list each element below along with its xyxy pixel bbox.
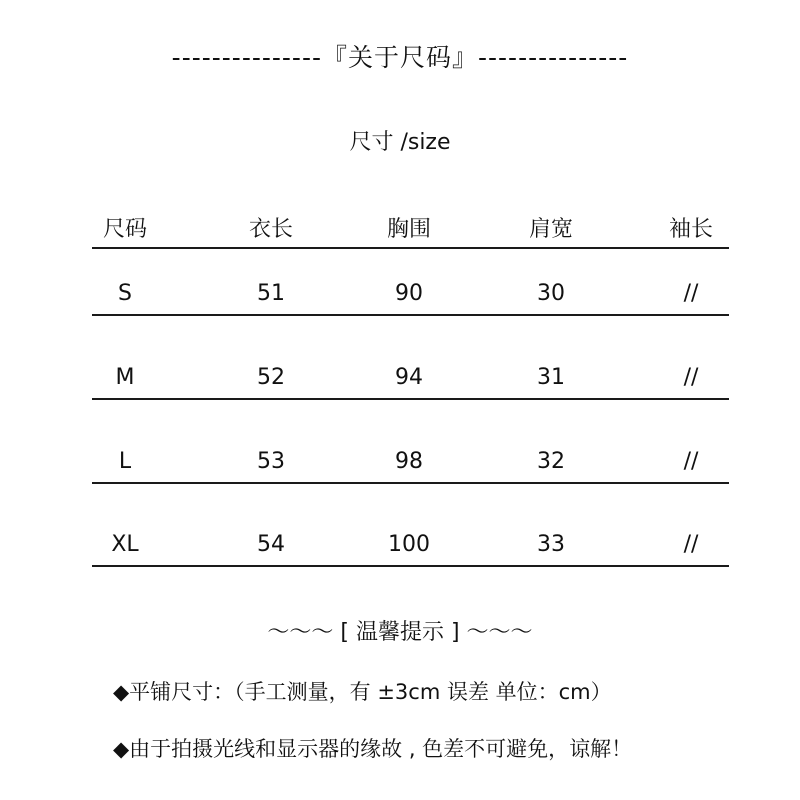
page-title: ---------------『关于尺码』--------------- <box>171 43 629 72</box>
cell-sleeve: // <box>683 532 699 557</box>
cell-shoulder: 32 <box>537 449 565 474</box>
header-sleeve: 袖长 <box>668 217 713 242</box>
table-row <box>92 365 729 395</box>
cell-length: 52 <box>257 365 285 390</box>
header-size: 尺码 <box>102 217 147 242</box>
cell-length: 54 <box>257 532 285 557</box>
note-measurement: ◆平铺尺寸：（手工测量，有 ±3cm 误差 单位：cm） <box>113 680 612 704</box>
cell-length: 51 <box>257 281 285 306</box>
table-row <box>92 532 729 562</box>
note-color-difference: ◆由于拍摄光线和显示器的缘故 , 色差不可避免，谅解！ <box>113 737 633 761</box>
size-subtitle: 尺寸 /size <box>349 130 451 155</box>
header-chest: 胸围 <box>386 217 431 242</box>
cell-size: S <box>118 281 132 306</box>
cell-chest: 90 <box>395 281 423 306</box>
header-divider <box>92 247 729 249</box>
cell-shoulder: 31 <box>537 365 565 390</box>
header-shoulder: 肩宽 <box>528 217 573 242</box>
header-length: 衣长 <box>248 217 293 242</box>
table-row <box>92 281 729 311</box>
notice-title: ～～～ [ 温馨提示 ] ～～～ <box>267 620 533 645</box>
cell-size: L <box>118 449 132 474</box>
cell-chest: 100 <box>388 532 430 557</box>
cell-chest: 94 <box>395 365 423 390</box>
cell-sleeve: // <box>683 365 699 390</box>
row-divider <box>92 314 729 316</box>
cell-sleeve: // <box>683 281 699 306</box>
row-divider <box>92 482 729 484</box>
cell-shoulder: 30 <box>537 281 565 306</box>
cell-size: XL <box>111 532 139 557</box>
table-bottom-divider <box>92 565 729 567</box>
cell-length: 53 <box>257 449 285 474</box>
table-row <box>92 449 729 479</box>
table-header <box>92 212 729 248</box>
cell-shoulder: 33 <box>537 532 565 557</box>
cell-chest: 98 <box>395 449 423 474</box>
row-divider <box>92 398 729 400</box>
cell-sleeve: // <box>683 449 699 474</box>
cell-size: M <box>115 365 135 390</box>
